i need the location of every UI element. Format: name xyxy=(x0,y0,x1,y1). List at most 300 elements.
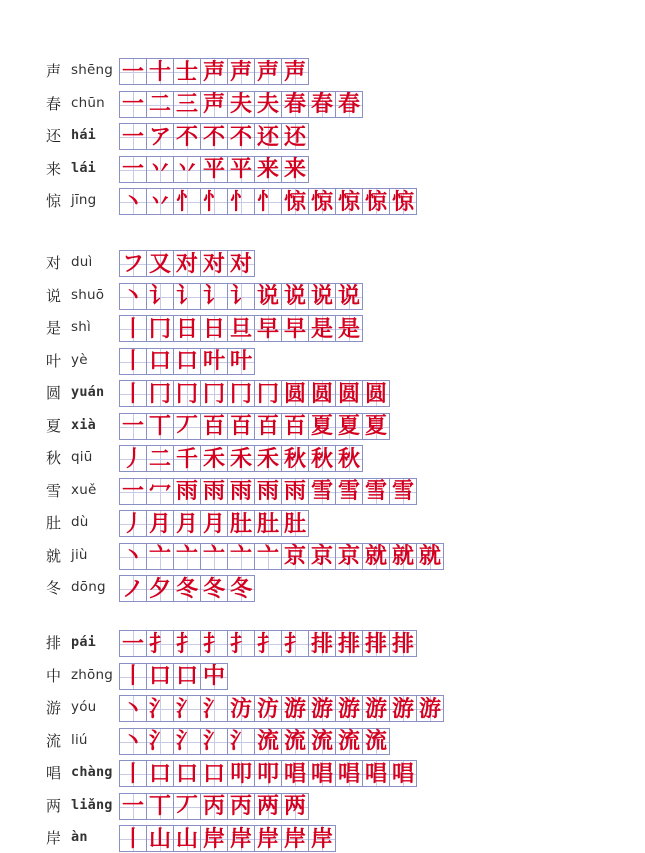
stroke-cell xyxy=(173,188,201,215)
character-label: 中 xyxy=(46,666,62,685)
stroke-cell xyxy=(173,91,201,118)
character-label: 唱 xyxy=(46,764,62,782)
stroke-step: 就 xyxy=(364,543,387,569)
stroke-grid xyxy=(119,825,335,852)
stroke-cell xyxy=(227,413,255,440)
stroke-step: 二 xyxy=(148,445,171,472)
stroke-cell xyxy=(254,445,282,472)
stroke-cell xyxy=(281,760,309,787)
stroke-step: 丿 xyxy=(121,510,144,537)
stroke-cell xyxy=(308,543,336,570)
stroke-step: 流 xyxy=(310,728,333,754)
stroke-step: 岸 xyxy=(229,825,252,852)
stroke-step: 夏 xyxy=(337,413,360,439)
stroke-step: 士 xyxy=(175,58,198,85)
stroke-step: 游 xyxy=(310,695,333,722)
stroke-step: 秋 xyxy=(283,445,306,472)
stroke-step: 丶 xyxy=(121,728,144,754)
stroke-step: 春 xyxy=(337,91,360,117)
stroke-step: 旦 xyxy=(229,315,252,342)
stroke-cell xyxy=(335,380,363,407)
stroke-step: 就 xyxy=(418,543,441,569)
stroke-cell xyxy=(119,58,147,85)
pinyin-label: chàng xyxy=(71,764,113,780)
stroke-step: 丶 xyxy=(121,695,144,722)
stroke-cell xyxy=(146,58,174,85)
stroke-cell xyxy=(335,543,363,570)
stroke-step: 雪 xyxy=(391,478,414,504)
character-label: 还 xyxy=(46,127,62,145)
stroke-cell xyxy=(146,510,174,537)
stroke-step: 丷 xyxy=(148,188,171,215)
stroke-cell xyxy=(335,283,363,310)
character-row-叶 xyxy=(0,348,645,376)
character-row-对 xyxy=(0,250,645,278)
stroke-step: 岸 xyxy=(283,825,306,852)
stroke-step: 肚 xyxy=(283,510,306,537)
stroke-grid xyxy=(119,123,308,150)
stroke-cell xyxy=(254,695,282,722)
stroke-cell xyxy=(416,543,444,570)
stroke-step: 京 xyxy=(337,543,360,569)
stroke-step: 秋 xyxy=(310,445,333,472)
stroke-cell xyxy=(119,630,147,657)
stroke-cell xyxy=(281,380,309,407)
character-label: 岸 xyxy=(46,829,62,847)
stroke-step: 冂 xyxy=(175,380,198,407)
stroke-cell xyxy=(173,478,201,505)
stroke-cell xyxy=(389,630,417,657)
pinyin-label: pái xyxy=(71,634,96,650)
stroke-cell xyxy=(119,728,147,755)
character-label: 是 xyxy=(46,319,62,337)
stroke-cell xyxy=(119,380,147,407)
stroke-grid xyxy=(119,250,254,277)
stroke-grid xyxy=(119,760,416,787)
stroke-cell xyxy=(227,793,255,820)
stroke-step: 扌 xyxy=(256,630,279,657)
stroke-step: 忄 xyxy=(202,188,225,215)
stroke-step: 讠 xyxy=(202,283,225,309)
stroke-cell xyxy=(173,315,201,342)
stroke-step: 氵 xyxy=(202,728,225,754)
stroke-grid xyxy=(119,543,443,570)
stroke-step: 惊 xyxy=(337,188,360,215)
stroke-cell xyxy=(146,250,174,277)
stroke-step: 排 xyxy=(310,630,333,657)
stroke-cell xyxy=(308,445,336,472)
pinyin-label: xuě xyxy=(71,481,97,498)
stroke-step: 丙 xyxy=(229,793,252,819)
stroke-cell xyxy=(335,413,363,440)
stroke-step: 禾 xyxy=(229,445,252,472)
stroke-cell xyxy=(281,445,309,472)
stroke-step: 一 xyxy=(121,58,144,85)
stroke-cell xyxy=(227,58,255,85)
stroke-cell xyxy=(254,58,282,85)
character-row-声 xyxy=(0,58,645,86)
stroke-step: 唱 xyxy=(391,760,414,787)
stroke-grid xyxy=(119,510,308,537)
stroke-step: 口 xyxy=(148,663,171,689)
stroke-cell xyxy=(254,510,282,537)
stroke-cell xyxy=(254,91,282,118)
stroke-cell xyxy=(335,760,363,787)
stroke-cell xyxy=(227,478,255,505)
character-label: 雪 xyxy=(46,481,62,500)
stroke-step: 丆 xyxy=(175,413,198,439)
stroke-cell xyxy=(227,543,255,570)
stroke-step: 夏 xyxy=(310,413,333,439)
stroke-cell xyxy=(308,760,336,787)
stroke-cell xyxy=(281,283,309,310)
stroke-step: 流 xyxy=(256,728,279,754)
stroke-cell xyxy=(308,413,336,440)
stroke-step: 唱 xyxy=(364,760,387,787)
stroke-step: 圆 xyxy=(364,380,387,407)
stroke-cell xyxy=(119,793,147,820)
stroke-step: 山 xyxy=(148,825,171,852)
stroke-step: 雪 xyxy=(364,478,387,504)
stroke-cell xyxy=(200,348,228,375)
stroke-step: 叩 xyxy=(229,760,252,787)
stroke-cell xyxy=(281,58,309,85)
stroke-cell xyxy=(227,760,255,787)
stroke-step: 又 xyxy=(148,250,171,277)
stroke-step: 游 xyxy=(337,695,360,722)
stroke-step: 亠 xyxy=(229,543,252,569)
stroke-step: 冂 xyxy=(148,315,171,342)
stroke-step: 丨 xyxy=(121,348,144,374)
stroke-cell xyxy=(146,348,174,375)
stroke-step: 口 xyxy=(202,760,225,787)
stroke-step: 唱 xyxy=(337,760,360,787)
stroke-step: 口 xyxy=(175,348,198,374)
stroke-cell xyxy=(227,695,255,722)
stroke-step: 百 xyxy=(202,413,225,439)
character-label: 来 xyxy=(46,159,62,178)
stroke-step: 山 xyxy=(175,825,198,852)
stroke-cell xyxy=(335,478,363,505)
stroke-step: 丶 xyxy=(121,283,144,309)
stroke-step: 雨 xyxy=(283,478,306,504)
stroke-step: 氵 xyxy=(148,728,171,754)
stroke-grid xyxy=(119,478,416,505)
stroke-step: 三 xyxy=(175,91,198,117)
stroke-step: 氵 xyxy=(175,728,198,754)
stroke-cell xyxy=(308,630,336,657)
stroke-cell xyxy=(281,315,309,342)
stroke-cell xyxy=(200,825,228,852)
stroke-step: 对 xyxy=(175,250,198,277)
stroke-cell xyxy=(146,793,174,820)
stroke-cell xyxy=(119,283,147,310)
stroke-step: 游 xyxy=(283,695,306,722)
stroke-step: 夕 xyxy=(148,575,171,602)
stroke-step: 氵 xyxy=(229,728,252,754)
stroke-cell xyxy=(173,663,201,690)
stroke-step: 还 xyxy=(283,123,306,150)
stroke-cell xyxy=(173,630,201,657)
pinyin-label: lái xyxy=(71,159,96,176)
character-row-是 xyxy=(0,315,645,343)
character-row-春 xyxy=(0,91,645,119)
stroke-step: 圆 xyxy=(337,380,360,407)
stroke-cell xyxy=(335,630,363,657)
stroke-step: 声 xyxy=(202,91,225,117)
stroke-cell xyxy=(254,283,282,310)
stroke-cell xyxy=(119,413,147,440)
stroke-cell xyxy=(308,380,336,407)
stroke-cell xyxy=(227,728,255,755)
stroke-step: 一 xyxy=(121,123,144,150)
stroke-step: 讠 xyxy=(148,283,171,309)
stroke-step: 丆 xyxy=(175,793,198,819)
stroke-step: 口 xyxy=(175,760,198,787)
stroke-step: 忄 xyxy=(229,188,252,215)
stroke-cell xyxy=(254,478,282,505)
stroke-cell xyxy=(200,413,228,440)
stroke-cell xyxy=(281,695,309,722)
character-label: 叶 xyxy=(46,351,62,370)
stroke-cell xyxy=(200,156,228,183)
stroke-step: 亠 xyxy=(148,543,171,569)
stroke-cell xyxy=(227,825,255,852)
stroke-step: 扌 xyxy=(283,630,306,657)
stroke-grid xyxy=(119,445,362,472)
stroke-cell xyxy=(227,630,255,657)
stroke-cell xyxy=(200,315,228,342)
stroke-step: 冂 xyxy=(256,380,279,407)
character-label: 春 xyxy=(46,94,62,113)
stroke-cell xyxy=(227,445,255,472)
pinyin-label: àn xyxy=(71,829,88,845)
stroke-step: 流 xyxy=(364,728,387,754)
stroke-step: 两 xyxy=(256,793,279,819)
stroke-cell xyxy=(254,793,282,820)
stroke-cell xyxy=(119,695,147,722)
stroke-cell xyxy=(173,58,201,85)
stroke-step: 夫 xyxy=(256,91,279,117)
stroke-cell xyxy=(200,760,228,787)
stroke-cell xyxy=(173,413,201,440)
stroke-grid xyxy=(119,283,362,310)
stroke-cell xyxy=(308,728,336,755)
stroke-cell xyxy=(389,478,417,505)
stroke-step: 叶 xyxy=(229,348,252,374)
character-label: 惊 xyxy=(46,192,62,210)
stroke-step: 雨 xyxy=(175,478,198,504)
stroke-cell xyxy=(146,663,174,690)
stroke-grid xyxy=(119,58,308,85)
stroke-cell xyxy=(146,188,174,215)
stroke-step: 惊 xyxy=(283,188,306,215)
stroke-cell xyxy=(281,543,309,570)
stroke-cell xyxy=(335,695,363,722)
stroke-cell xyxy=(146,543,174,570)
stroke-cell xyxy=(173,695,201,722)
stroke-cell xyxy=(173,283,201,310)
stroke-step: 口 xyxy=(148,760,171,787)
pinyin-label: dōng xyxy=(71,579,106,595)
stroke-cell xyxy=(254,413,282,440)
pinyin-label: yóu xyxy=(71,699,97,715)
character-row-就 xyxy=(0,543,645,571)
stroke-step: 月 xyxy=(148,510,171,537)
stroke-step: 忄 xyxy=(256,188,279,215)
stroke-cell xyxy=(119,156,147,183)
character-row-流 xyxy=(0,728,645,756)
character-label: 游 xyxy=(46,699,62,717)
stroke-cell xyxy=(281,510,309,537)
stroke-step: 扌 xyxy=(202,630,225,657)
character-row-唱 xyxy=(0,760,645,788)
pinyin-label: jiù xyxy=(71,546,88,563)
stroke-cell xyxy=(281,630,309,657)
stroke-step: 不 xyxy=(202,123,225,150)
stroke-cell xyxy=(362,728,390,755)
character-row-排 xyxy=(0,630,645,658)
stroke-cell xyxy=(119,315,147,342)
character-row-来 xyxy=(0,156,645,184)
stroke-step: 丨 xyxy=(121,760,144,787)
stroke-cell xyxy=(227,348,255,375)
stroke-step: 京 xyxy=(283,543,306,569)
stroke-cell xyxy=(308,478,336,505)
stroke-step: 声 xyxy=(283,58,306,85)
pinyin-label: qiū xyxy=(71,449,93,465)
stroke-cell xyxy=(281,156,309,183)
stroke-step: 扌 xyxy=(229,630,252,657)
character-label: 冬 xyxy=(46,579,62,597)
pinyin-label: shēng xyxy=(71,62,114,78)
stroke-cell xyxy=(389,188,417,215)
stroke-cell xyxy=(362,695,390,722)
stroke-step: 禾 xyxy=(202,445,225,472)
stroke-step: 日 xyxy=(175,315,198,342)
stroke-cell xyxy=(173,728,201,755)
stroke-cell xyxy=(119,575,147,602)
stroke-cell xyxy=(308,315,336,342)
stroke-step: 游 xyxy=(418,695,441,722)
character-row-游 xyxy=(0,695,645,723)
stroke-step: 冬 xyxy=(202,575,225,602)
stroke-step: 冂 xyxy=(202,380,225,407)
stroke-step: 氵 xyxy=(175,695,198,722)
stroke-step: フ xyxy=(121,250,144,277)
stroke-step: 平 xyxy=(202,156,225,182)
stroke-step: 讠 xyxy=(229,283,252,309)
stroke-step: 丨 xyxy=(121,663,144,689)
stroke-grid xyxy=(119,156,308,183)
stroke-step: 汸 xyxy=(256,695,279,722)
character-label: 流 xyxy=(46,731,62,750)
stroke-step: 一 xyxy=(121,630,144,657)
character-label: 对 xyxy=(46,254,62,272)
character-label: 说 xyxy=(46,286,62,305)
character-row-雪 xyxy=(0,478,645,506)
stroke-cell xyxy=(146,630,174,657)
pinyin-label: shuō xyxy=(71,286,105,303)
stroke-cell xyxy=(362,630,390,657)
stroke-step: 亠 xyxy=(175,543,198,569)
stroke-cell xyxy=(254,825,282,852)
stroke-step: 声 xyxy=(202,58,225,85)
stroke-cell xyxy=(416,695,444,722)
pinyin-label: duì xyxy=(71,254,93,270)
stroke-step: 百 xyxy=(283,413,306,439)
stroke-step: 排 xyxy=(391,630,414,657)
stroke-grid xyxy=(119,793,308,820)
stroke-cell xyxy=(362,380,390,407)
stroke-step: 亠 xyxy=(202,543,225,569)
stroke-step: 游 xyxy=(391,695,414,722)
stroke-cell xyxy=(389,760,417,787)
stroke-grid xyxy=(119,728,389,755)
stroke-step: 汸 xyxy=(229,695,252,722)
stroke-step: 丅 xyxy=(148,793,171,819)
stroke-cell xyxy=(119,760,147,787)
stroke-step: 日 xyxy=(202,315,225,342)
stroke-cell xyxy=(335,91,363,118)
stroke-step: 流 xyxy=(283,728,306,754)
pinyin-label: liú xyxy=(71,731,88,748)
stroke-grid xyxy=(119,575,254,602)
stroke-cell xyxy=(200,543,228,570)
stroke-step: 对 xyxy=(202,250,225,277)
pinyin-label: yè xyxy=(71,351,88,368)
stroke-step: 丶 xyxy=(121,188,144,215)
stroke-cell xyxy=(173,445,201,472)
stroke-step: 说 xyxy=(337,283,360,309)
stroke-step: 口 xyxy=(175,663,198,689)
stroke-cell xyxy=(200,695,228,722)
stroke-cell xyxy=(146,413,174,440)
stroke-cell xyxy=(173,348,201,375)
stroke-cell xyxy=(227,250,255,277)
character-label: 秋 xyxy=(46,449,62,467)
stroke-cell xyxy=(281,413,309,440)
stroke-step: 二 xyxy=(148,91,171,117)
stroke-cell xyxy=(200,250,228,277)
character-row-惊 xyxy=(0,188,645,216)
pinyin-label: chūn xyxy=(71,94,105,111)
character-label: 排 xyxy=(46,634,62,652)
stroke-cell xyxy=(227,156,255,183)
stroke-step: 不 xyxy=(229,123,252,150)
stroke-cell xyxy=(362,478,390,505)
stroke-cell xyxy=(200,728,228,755)
stroke-step: 惊 xyxy=(310,188,333,215)
stroke-cell xyxy=(362,413,390,440)
stroke-cell xyxy=(146,825,174,852)
character-label: 夏 xyxy=(46,416,62,435)
stroke-step: 来 xyxy=(256,156,279,182)
stroke-step: 叩 xyxy=(256,760,279,787)
stroke-step: 一 xyxy=(121,793,144,819)
stroke-cell xyxy=(119,825,147,852)
stroke-cell xyxy=(254,380,282,407)
stroke-grid xyxy=(119,695,443,722)
stroke-cell xyxy=(200,663,228,690)
stroke-cell xyxy=(254,315,282,342)
stroke-step: 岸 xyxy=(310,825,333,852)
stroke-cell xyxy=(119,478,147,505)
stroke-cell xyxy=(146,760,174,787)
stroke-cell xyxy=(200,188,228,215)
stroke-step: 惊 xyxy=(391,188,414,215)
stroke-step: 亠 xyxy=(256,543,279,569)
